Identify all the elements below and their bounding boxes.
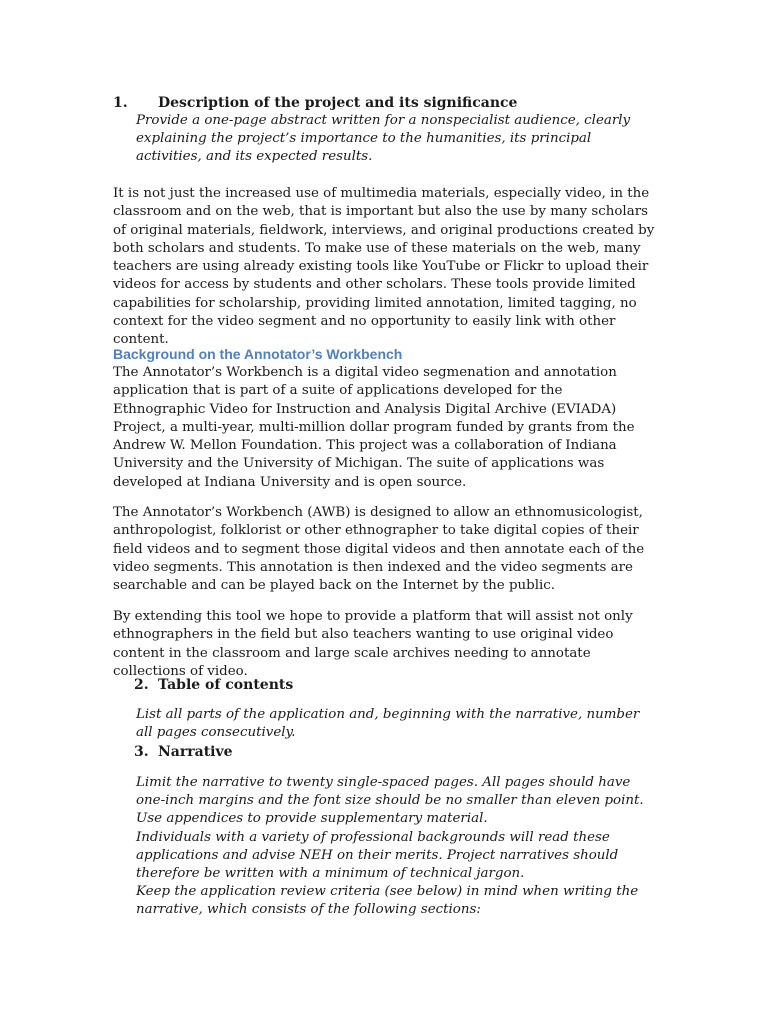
background-paragraph-3 — [113, 608, 658, 681]
section-3-instructions-1: Limit the narrative to twenty single-spaced pages. All pages should have one-inch margins and the font size should be no smaller than eleven point. Use appendices to provide supplementary material. — [136, 775, 644, 827]
section-2-number: 2. — [134, 677, 149, 693]
section-3-instructions-3: Keep the application review criteria (see below) in mind when writing the narrative, which consists of the following sections: — [136, 884, 639, 918]
section-2-title: Table of contents — [158, 677, 294, 693]
section-2-heading — [134, 676, 293, 694]
background-paragraph-2 — [113, 504, 658, 595]
section-1-title: Description of the project and its significance — [158, 95, 518, 111]
section-2-instructions — [136, 706, 656, 742]
background-heading: Background on the Annotator’s Workbench — [113, 346, 403, 362]
section-3-instructions-2: Individuals with a variety of professional backgrounds will read these applications and advise NEH on their merits. Project narratives should therefore be written with a minimum of technical jargon. — [136, 829, 619, 882]
section-3-title: Narrative — [158, 744, 233, 760]
section-3-instructions — [136, 774, 656, 920]
section-1-instructions — [136, 112, 656, 167]
background-paragraph-3-text: By extending this tool we hope to provide a platform that will assist not only ethnographers in the field but also teachers wanting to use original video content in the classroom and large scale archives needing to annotate collections of video. — [113, 609, 633, 679]
intro-paragraph — [113, 185, 658, 350]
section-1-instructions-text: Provide a one-page abstract written for a nonspecialist audience, clearly explaining the project’s importance to the humanities, its principal activities, and its expected results. — [136, 113, 631, 165]
background-paragraph-2-text: The Annotator’s Workbench (AWB) is designed to allow an ethnomusicologist, anthropologist, folklorist or other ethnographer to take digital copies of their field videos and to segment those digital videos and then annotate each of the video segments. This annotation is then indexed and the video segments are searchable and can be played back on the Internet by the public. — [113, 505, 645, 594]
background-paragraph-1 — [113, 364, 658, 492]
intro-paragraph-text: It is not just the increased use of multimedia materials, especially video, in the classroom and on the web, that is important but also the use by many scholars of original materials, fieldwork, interviews, and original productions created by both scholars and students. To make use of these materials on the web, many teachers are using already existing tools like YouTube or Flickr to upload their videos for access by students and other scholars. These tools provide limited capabilities for scholarship, providing limited annotation, limited tagging, no context for the video segment and no opportunity to easily link with other content. — [113, 186, 655, 348]
section-1-number: 1. — [113, 95, 128, 111]
section-2-instructions-text: List all parts of the application and, beginning with the narrative, number all pages consecutively. — [136, 707, 640, 741]
section-3-number: 3. — [134, 744, 149, 760]
section-1-heading — [113, 94, 518, 112]
background-paragraph-1-text: The Annotator’s Workbench is a digital video segmenation and annotation application that is part of a suite of applications developed for the Ethnographic Video for Instruction and Analysis Digital Archive (EVIADA) Project, a multi-year, multi-million dollar program funded by grants from the Andrew W. Mellon Foundation. This project was a collaboration of Indiana University and the University of Michigan. The suite of applications was developed at Indiana University and is open source. — [113, 365, 635, 490]
section-3-heading — [134, 743, 233, 761]
